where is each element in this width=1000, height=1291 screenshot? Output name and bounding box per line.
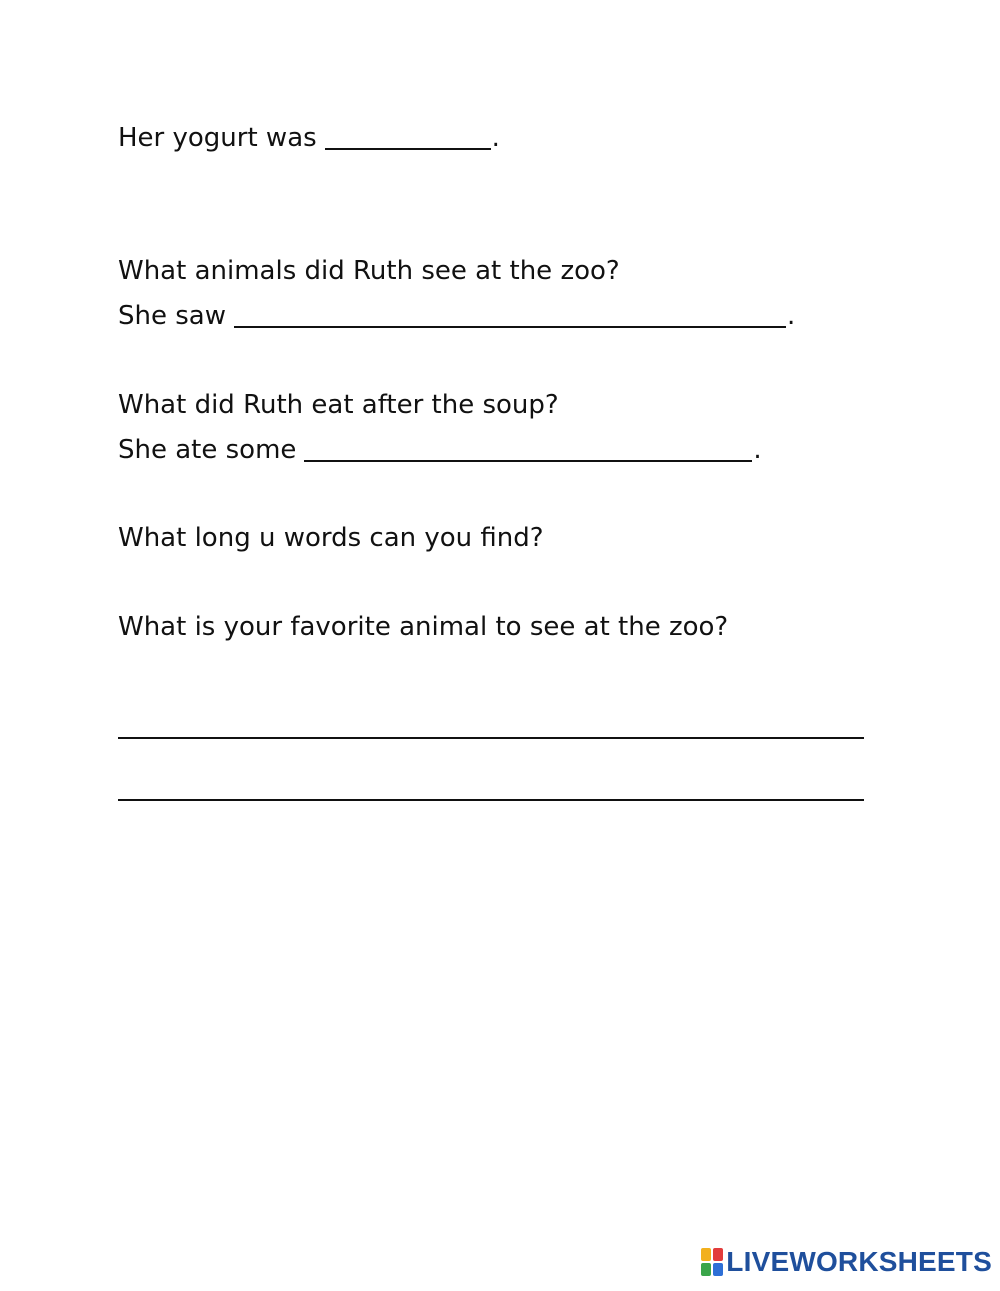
q3-answer-line xyxy=(118,434,762,466)
logo-block-3 xyxy=(701,1263,711,1276)
q2-answer-line xyxy=(118,300,795,332)
q2-question-text: What animals did Ruth see at the zoo? xyxy=(118,256,620,286)
q2-question xyxy=(118,255,620,287)
q3-question xyxy=(118,389,559,421)
q5-answer-blank-1[interactable] xyxy=(118,737,864,739)
q2-answer-prefix: She saw xyxy=(118,301,226,331)
q3-answer-prefix: She ate some xyxy=(118,435,297,465)
liveworksheets-brand xyxy=(701,1247,992,1277)
q1-text: Her yogurt was xyxy=(118,123,317,153)
q3-question-text: What did Ruth eat after the soup? xyxy=(118,390,559,420)
q5-question-text: What is your favorite animal to see at the zoo? xyxy=(118,612,729,642)
logo-block-4 xyxy=(713,1263,723,1276)
q1-period: . xyxy=(491,123,500,153)
brand-wordmark: LIVEWORKSHEETS xyxy=(726,1246,992,1277)
q4-question xyxy=(118,522,544,554)
q1-answer-blank[interactable] xyxy=(325,124,491,150)
q1-line xyxy=(118,122,500,154)
q5-question xyxy=(118,611,728,643)
q5-answer-blank-2[interactable] xyxy=(118,799,864,801)
q4-question-text: What long u words can you find? xyxy=(118,523,544,553)
logo-block-2 xyxy=(713,1248,723,1261)
q2-period: . xyxy=(787,301,796,331)
q3-answer-blank[interactable] xyxy=(304,436,752,462)
liveworksheets-logo-icon xyxy=(701,1248,723,1276)
q2-answer-blank[interactable] xyxy=(234,302,786,328)
logo-block-1 xyxy=(701,1248,711,1261)
q3-period: . xyxy=(753,435,762,465)
